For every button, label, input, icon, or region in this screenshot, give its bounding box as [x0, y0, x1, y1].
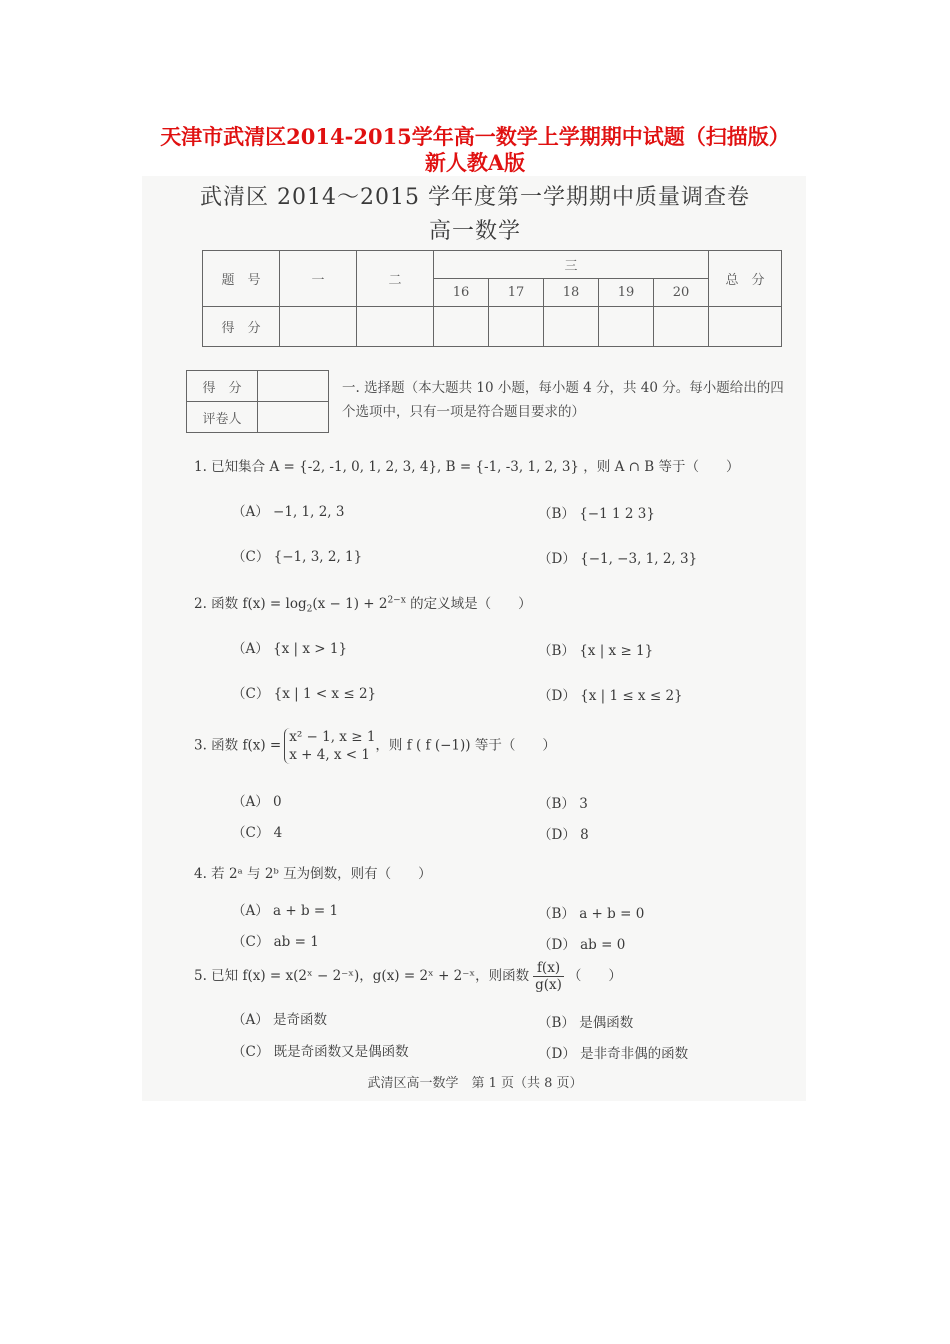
score-col-2: 二: [357, 251, 434, 307]
piecewise-brace: x² − 1, x ≥ 1 x + 4, x < 1: [284, 728, 375, 764]
section-heading: 一. 选择题（本大题共 10 小题，每小题 4 分，共 40 分。每小题给出的四个选项中，只有一项是符合题目要求的）: [342, 380, 784, 420]
score-sub-17: 17: [489, 279, 544, 307]
question-5-option-b: （B） 是偶函数: [538, 1015, 634, 1031]
question-4-option-a: （A） a + b = 1: [232, 903, 339, 919]
score-sub-20: 20: [654, 279, 709, 307]
score-col-1: 一: [280, 251, 357, 307]
score-cell: [709, 307, 782, 347]
score-cell: [599, 307, 654, 347]
question-3-option-c: （C） 4: [232, 825, 283, 841]
score-table: [202, 250, 782, 347]
question-2-option-a: （A） {x | x > 1}: [232, 641, 348, 657]
score-cell: [280, 307, 357, 347]
question-3-option-a: （A） 0: [232, 794, 282, 810]
score-row-label: 得 分: [203, 307, 280, 347]
score-cell: [357, 307, 434, 347]
question-5-option-c: （C） 既是奇函数又是偶函数: [232, 1044, 409, 1060]
score-cell: [434, 307, 489, 347]
grader-table: [186, 370, 329, 433]
grader-cell: [258, 371, 329, 402]
question-1-stem: 1. 已知集合 A = {-2, -1, 0, 1, 2, 3, 4}, B = {-1, -3, 1, 2, 3} ，则 A ∩ B 等于（ ）: [194, 459, 740, 475]
page-footer: 武清区高一数学 第 1 页（共 8 页）: [367, 1076, 583, 1091]
grader-score-label: 得 分: [187, 371, 258, 402]
question-2-option-b: （B） {x | x ≥ 1}: [538, 643, 654, 659]
score-cell: [544, 307, 599, 347]
grader-cell: [258, 402, 329, 433]
question-2-stem: 2. 函数 $f(x) = \log_2(x - 1) + 2^{2-x}$ 的定义域是（ ）: [194, 595, 532, 615]
question-2-option-d: （D） {x | 1 ≤ x ≤ 2}: [538, 688, 683, 704]
question-4-stem: 4. 若 2ᵃ 与 2ᵇ 互为倒数，则有（ ）: [194, 866, 432, 882]
grader-name-label: 评卷人: [187, 402, 258, 433]
score-sub-19: 19: [599, 279, 654, 307]
question-4-option-d: （D） ab = 0: [538, 937, 626, 953]
exam-title: 武清区 2014～2015 学年度第一学期期中质量调查卷: [200, 185, 750, 210]
question-4-option-c: （C） ab = 1: [232, 934, 319, 950]
question-5-stem: 5. 已知 f(x) = x(2ˣ − 2⁻ˣ)，g(x) = 2ˣ + 2⁻ˣ，则函数 $\frac{f(x)}{g(x)}$ （ ）: [194, 960, 622, 993]
question-3-option-b: （B） 3: [538, 796, 588, 812]
score-col-3: 三: [434, 251, 709, 279]
question-3-stem: 3. 函数 f(x) = x² − 1, x ≥ 1 x + 4, x < 1 ，则 f ( f (−1)) 等于（ ）: [194, 729, 556, 763]
question-5-option-d: （D） 是非奇非偶的函数: [538, 1046, 689, 1062]
question-1-option-a: （A） −1, 1, 2, 3: [232, 504, 345, 520]
score-header-label: 题 号: [203, 251, 280, 307]
question-3-option-d: （D） 8: [538, 827, 589, 843]
question-1-option-d: （D） {−1, −3, 1, 2, 3}: [538, 551, 698, 567]
question-5-option-a: （A） 是奇函数: [232, 1012, 328, 1028]
document-subtitle: 新人教A版: [424, 150, 526, 175]
document-title: 天津市武清区2014-2015学年高一数学上学期期中试题（扫描版）: [160, 124, 790, 149]
score-sub-16: 16: [434, 279, 489, 307]
score-sub-18: 18: [544, 279, 599, 307]
score-total-label: 总 分: [709, 251, 782, 307]
question-2-option-c: （C） {x | 1 < x ≤ 2}: [232, 686, 377, 702]
question-4-option-b: （B） a + b = 0: [538, 906, 645, 922]
score-cell: [489, 307, 544, 347]
exam-subject: 高一数学: [428, 219, 521, 244]
score-cell: [654, 307, 709, 347]
question-1-option-c: （C） {−1, 3, 2, 1}: [232, 549, 363, 565]
fraction: $\frac{f(x)}{g(x)}$: [535, 960, 562, 993]
question-1-option-b: （B） {−1 1 2 3}: [538, 506, 655, 522]
